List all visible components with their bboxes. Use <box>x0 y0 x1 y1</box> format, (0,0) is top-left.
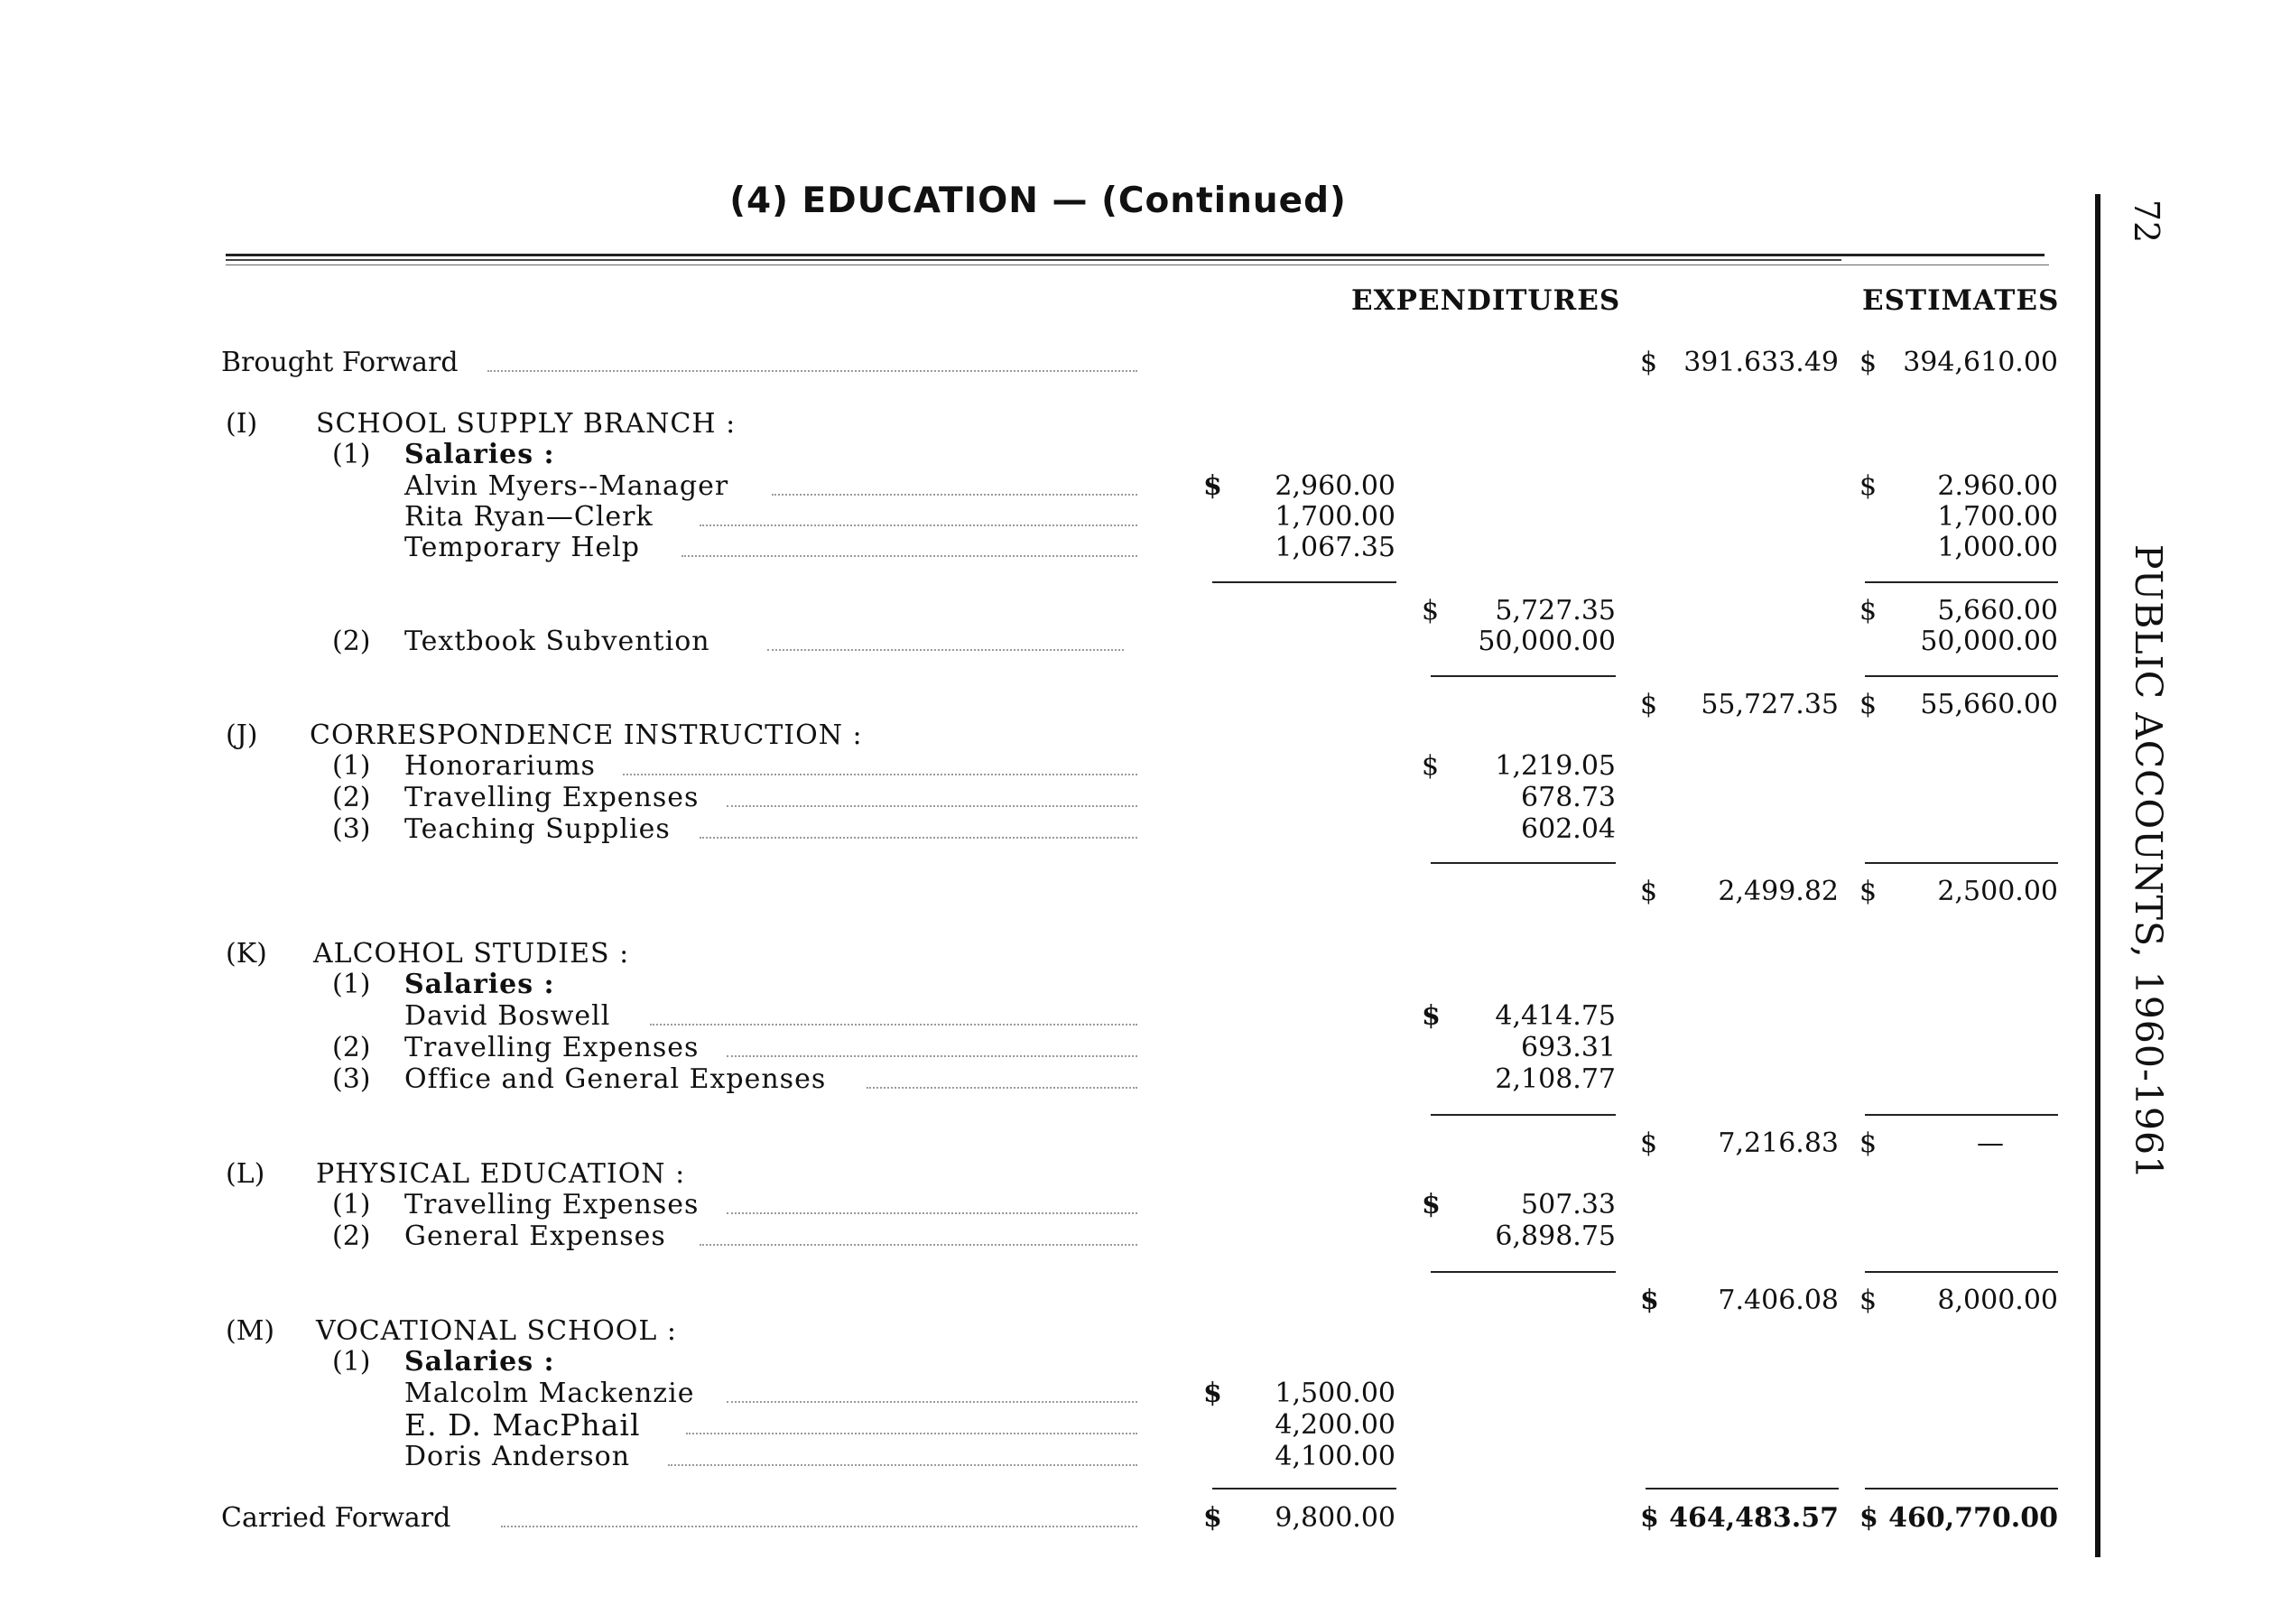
line-item <box>0 1033 2076 1063</box>
item-amount: 4,100.00 <box>1275 1441 1395 1472</box>
currency-sign: $ <box>1640 1128 1658 1159</box>
item-label: Textbook Subvention <box>404 626 710 657</box>
line-item <box>0 1378 2076 1409</box>
item-label: Honorariums <box>404 750 596 782</box>
item-label: Rita Ryan—Clerk <box>404 501 654 533</box>
subsection-code: (1) <box>332 1189 371 1220</box>
currency-sign: $ <box>1422 750 1440 782</box>
total-rule <box>1212 1488 1396 1489</box>
subsection-code: (3) <box>332 813 371 845</box>
line-item <box>0 751 2076 782</box>
item-label: Travelling Expenses <box>404 782 700 813</box>
section-code: (M) <box>226 1315 275 1347</box>
section-heading <box>0 409 2076 440</box>
item-amount: 1,067.35 <box>1275 532 1395 563</box>
item-label: Doris Anderson <box>404 1441 631 1472</box>
item-label: Travelling Expenses <box>404 1032 700 1063</box>
line-item <box>0 1190 2076 1220</box>
item-amount: 50,000.00 <box>1478 626 1616 657</box>
line-item <box>0 533 2076 563</box>
expenditure-total: 391.633.49 <box>1683 347 1839 378</box>
leader-dots <box>727 1055 1137 1057</box>
item-estimate: 1,000.00 <box>1937 532 2058 563</box>
salaries-total: 9,800.00 <box>1275 1502 1395 1534</box>
currency-sign: $ <box>1203 470 1222 502</box>
currency-sign: $ <box>1859 470 1878 502</box>
currency-sign: $ <box>1640 347 1658 378</box>
subsection-code: (3) <box>332 1063 371 1095</box>
section-total: 55,727.35 <box>1701 689 1839 720</box>
carried-forward-row <box>0 1503 2076 1534</box>
row-label: Brought Forward <box>221 347 459 378</box>
item-amount: 507.33 <box>1521 1189 1616 1220</box>
item-estimate: 50,000.00 <box>1920 626 2058 657</box>
leader-dots <box>767 649 1124 651</box>
subsection-code: (1) <box>332 750 371 782</box>
total-rule <box>1865 862 2058 864</box>
total-rule <box>1646 1488 1839 1489</box>
line-item <box>0 1442 2076 1472</box>
total-rule <box>1212 581 1396 583</box>
section-estimate: 2,500.00 <box>1937 876 2058 907</box>
column-header-expenditures: EXPENDITURES <box>1351 284 1621 317</box>
subsection-title: Salaries : <box>404 439 555 470</box>
subsection-heading <box>0 970 2076 1000</box>
section-code: (L) <box>226 1158 265 1190</box>
item-label: Travelling Expenses <box>404 1189 700 1220</box>
column-header-estimates: ESTIMATES <box>1862 284 2060 317</box>
section-total: 2,499.82 <box>1718 876 1839 907</box>
item-label: Office and General Expenses <box>404 1063 827 1095</box>
section-total: 7,216.83 <box>1718 1128 1839 1159</box>
currency-sign: $ <box>1203 1502 1222 1534</box>
item-amount: 4,414.75 <box>1495 1000 1616 1032</box>
leader-dots <box>700 837 1137 839</box>
subsection-title: Salaries : <box>404 1346 555 1378</box>
subsection-code: (1) <box>332 1346 371 1378</box>
section-heading <box>0 939 2076 970</box>
leader-dots <box>501 1526 1137 1527</box>
estimate-total: 460,770.00 <box>1888 1502 2058 1534</box>
currency-sign: $ <box>1859 1502 1878 1534</box>
item-amount: 693.31 <box>1521 1032 1616 1063</box>
section-total-row <box>0 1128 2076 1159</box>
currency-sign: $ <box>1640 1502 1659 1534</box>
line-item <box>0 1064 2076 1095</box>
section-heading <box>0 720 2076 751</box>
total-rule <box>1865 581 2058 583</box>
estimate-total: 394,610.00 <box>1903 347 2058 378</box>
brought-forward-row <box>0 348 2076 378</box>
item-estimate: 1,700.00 <box>1937 501 2058 533</box>
line-item <box>0 626 2076 657</box>
header-rule <box>226 259 1841 261</box>
currency-sign: $ <box>1859 876 1878 907</box>
total-rule <box>1431 1271 1616 1273</box>
line-item <box>0 783 2076 813</box>
leader-dots <box>682 555 1137 557</box>
subsection-heading <box>0 440 2076 470</box>
currency-sign: $ <box>1859 1128 1878 1159</box>
section-estimate: 55,660.00 <box>1920 689 2058 720</box>
subtotal-estimate: 5,660.00 <box>1937 595 2058 626</box>
page-number: 72 <box>2127 199 2166 244</box>
section-code: (J) <box>226 719 258 751</box>
item-label: Alvin Myers--Manager <box>404 470 729 502</box>
leader-dots <box>700 524 1137 526</box>
running-head: PUBLIC ACCOUNTS, 1960-1961 <box>2127 543 2170 1181</box>
currency-sign: $ <box>1422 595 1440 626</box>
subsection-code: (2) <box>332 782 371 813</box>
subsection-code: (2) <box>332 1220 371 1252</box>
leader-dots <box>727 805 1137 807</box>
item-amount: 1,500.00 <box>1275 1378 1395 1409</box>
section-total-row <box>0 877 2076 907</box>
subtotal-row <box>0 596 2076 626</box>
item-amount: 6,898.75 <box>1495 1220 1616 1252</box>
total-rule <box>1865 675 2058 677</box>
subtotal-amount: 5,727.35 <box>1495 595 1616 626</box>
section-title: CORRESPONDENCE INSTRUCTION : <box>310 719 863 751</box>
line-item <box>0 502 2076 533</box>
total-rule <box>1431 1114 1616 1116</box>
page-title: (4) EDUCATION — (Continued) <box>729 181 1347 221</box>
section-title: VOCATIONAL SCHOOL : <box>316 1315 677 1347</box>
subsection-code: (2) <box>332 1032 371 1063</box>
total-rule <box>1431 862 1616 864</box>
header-rule <box>226 264 2049 265</box>
line-item <box>0 471 2076 502</box>
leader-dots <box>686 1433 1137 1434</box>
item-amount: 602.04 <box>1521 813 1616 845</box>
leader-dots <box>623 774 1137 775</box>
item-amount: 4,200.00 <box>1275 1409 1395 1441</box>
section-estimate: 8,000.00 <box>1937 1285 2058 1316</box>
subsection-code: (1) <box>332 969 371 1000</box>
currency-sign: $ <box>1422 1000 1441 1032</box>
row-label: Carried Forward <box>221 1502 451 1534</box>
subsection-code: (2) <box>332 626 371 657</box>
section-code: (I) <box>226 408 258 440</box>
currency-sign: $ <box>1859 347 1878 378</box>
leader-dots <box>700 1244 1137 1246</box>
currency-sign: $ <box>1640 876 1658 907</box>
section-code: (K) <box>226 938 267 970</box>
line-item <box>0 1001 2076 1032</box>
leader-dots <box>772 494 1137 496</box>
item-label: Malcolm Mackenzie <box>404 1378 695 1409</box>
section-title: PHYSICAL EDUCATION : <box>316 1158 686 1190</box>
section-heading <box>0 1316 2076 1347</box>
item-amount: 1,219.05 <box>1495 750 1616 782</box>
section-title: ALCOHOL STUDIES : <box>313 938 630 970</box>
item-amount: 678.73 <box>1521 782 1616 813</box>
item-label: General Expenses <box>404 1220 666 1252</box>
total-rule <box>1865 1488 2058 1489</box>
item-label: David Boswell <box>404 1000 611 1032</box>
leader-dots <box>650 1024 1137 1025</box>
leader-dots <box>668 1464 1137 1466</box>
total-rule <box>1865 1114 2058 1116</box>
currency-sign: $ <box>1640 1285 1659 1316</box>
line-item <box>0 1221 2076 1252</box>
line-item <box>0 1407 2076 1443</box>
leader-dots <box>487 370 1137 372</box>
subsection-heading <box>0 1347 2076 1378</box>
item-label: E. D. MacPhail <box>404 1407 641 1443</box>
item-label: Temporary Help <box>404 532 640 563</box>
currency-sign: $ <box>1859 1285 1878 1316</box>
line-item <box>0 814 2076 845</box>
currency-sign: $ <box>1859 689 1878 720</box>
section-total-row <box>0 690 2076 720</box>
section-estimate: — <box>1977 1128 2004 1159</box>
subsection-title: Salaries : <box>404 969 555 1000</box>
currency-sign: $ <box>1640 689 1658 720</box>
margin-rule <box>2095 194 2100 1557</box>
section-total-row <box>0 1285 2076 1316</box>
item-amount: 2,108.77 <box>1495 1063 1616 1095</box>
item-amount: 2,960.00 <box>1275 470 1395 502</box>
currency-sign: $ <box>1203 1378 1222 1409</box>
expenditure-total: 464,483.57 <box>1669 1502 1839 1534</box>
item-estimate: 2.960.00 <box>1937 470 2058 502</box>
subsection-code: (1) <box>332 439 371 470</box>
leader-dots <box>727 1212 1137 1214</box>
leader-dots <box>867 1087 1137 1089</box>
section-total: 7.406.08 <box>1718 1285 1839 1316</box>
total-rule <box>1865 1271 2058 1273</box>
header-rule <box>226 254 2045 256</box>
currency-sign: $ <box>1859 595 1878 626</box>
leader-dots <box>727 1401 1137 1403</box>
item-amount: 1,700.00 <box>1275 501 1395 533</box>
section-title: SCHOOL SUPPLY BRANCH : <box>316 408 737 440</box>
total-rule <box>1431 675 1616 677</box>
item-label: Teaching Supplies <box>404 813 671 845</box>
currency-sign: $ <box>1422 1189 1441 1220</box>
section-heading <box>0 1159 2076 1190</box>
